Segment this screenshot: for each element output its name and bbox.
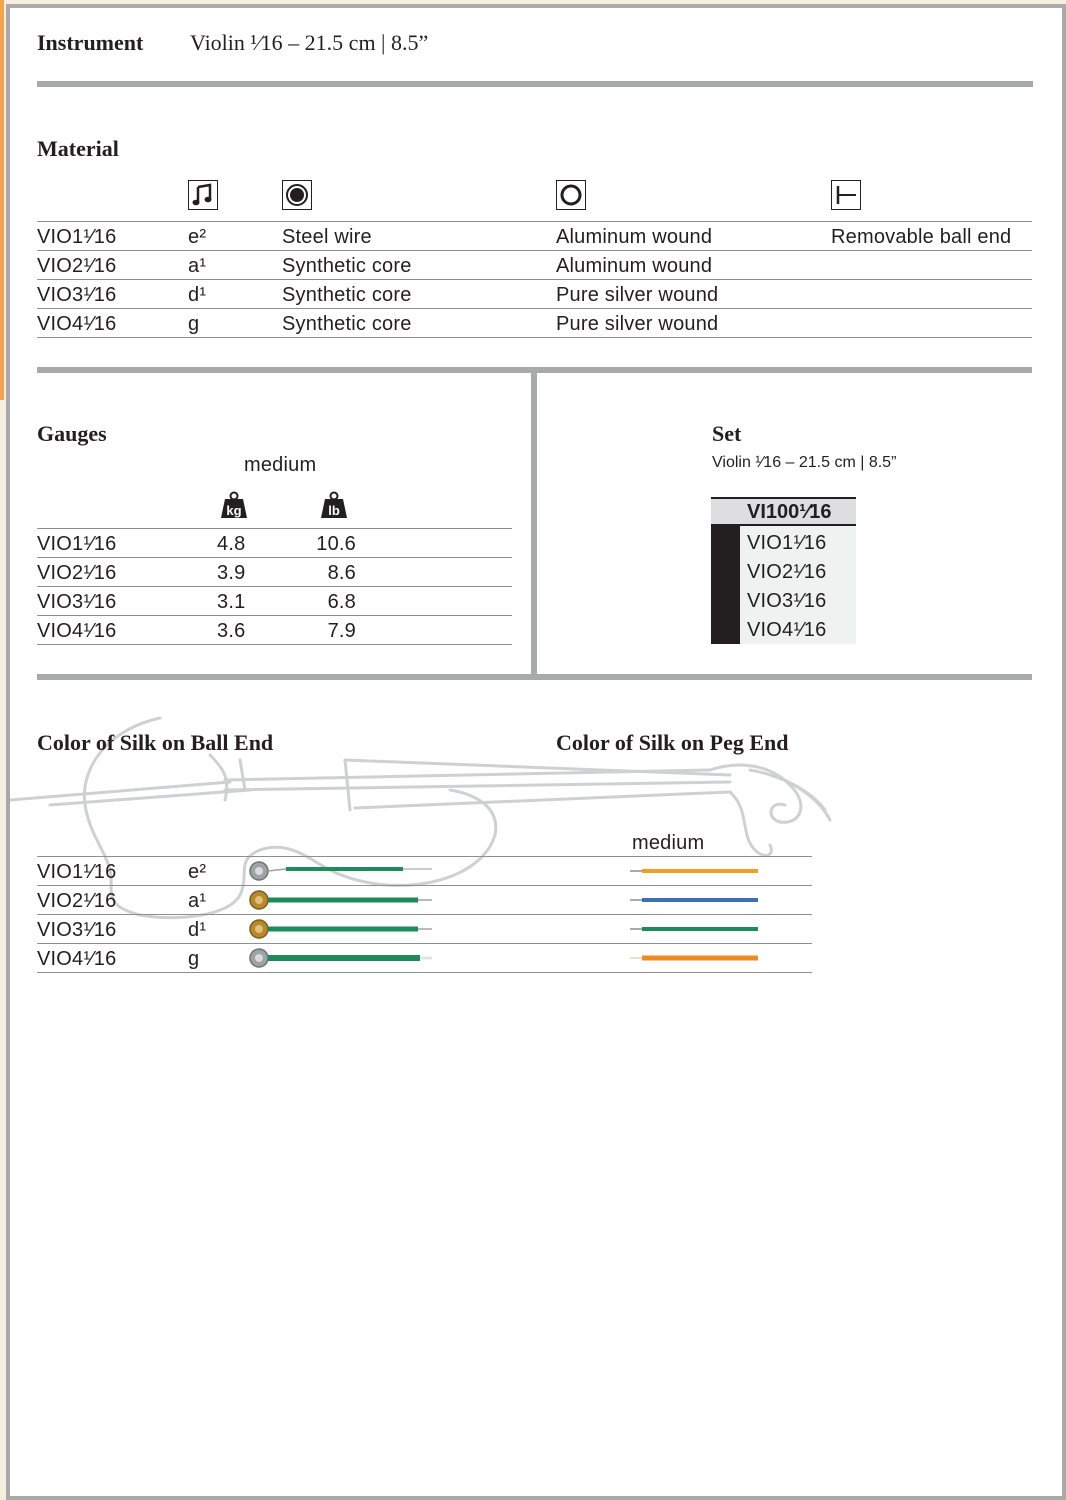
row-rule [37, 250, 1032, 251]
silk-note: g [188, 948, 200, 970]
ball-end-string [248, 918, 438, 940]
set-box [711, 497, 856, 644]
row-rule [37, 337, 1032, 338]
set-item: VIO4¹⁄16 [747, 619, 827, 641]
gauge-lb: 8.6 [327, 562, 356, 584]
row-rule [37, 644, 512, 645]
row-rule [37, 972, 812, 973]
row-rule [37, 528, 512, 529]
gauges-tension-label: medium [244, 454, 317, 476]
material-title: Material [37, 136, 119, 161]
peg-end-string [630, 864, 760, 878]
winding-icon [556, 180, 586, 210]
kg-weight-icon [220, 491, 248, 524]
row-rule [37, 308, 1032, 309]
accent-strip [0, 0, 4, 400]
gauges-title: Gauges [37, 421, 107, 446]
peg-end-string [630, 922, 760, 936]
row-rule [37, 221, 1032, 222]
silk-code: VIO4¹⁄16 [37, 948, 117, 970]
material-note: e² [188, 226, 207, 248]
gauge-kg: 3.6 [217, 620, 246, 642]
gauge-code: VIO2¹⁄16 [37, 562, 117, 584]
material-winding: Aluminum wound [556, 255, 713, 277]
silk-note: a¹ [188, 890, 207, 912]
material-core: Synthetic core [282, 284, 412, 306]
set-title: Set [712, 421, 742, 446]
kg-unit: kg [226, 503, 242, 518]
row-rule [37, 279, 1032, 280]
material-code: VIO1¹⁄16 [37, 226, 117, 248]
material-core: Steel wire [282, 226, 372, 248]
row-rule [37, 586, 512, 587]
gauge-code: VIO4¹⁄16 [37, 620, 117, 642]
row-rule [37, 615, 512, 616]
ball-end-icon [831, 180, 861, 210]
silk-note: d¹ [188, 919, 207, 941]
material-code: VIO2¹⁄16 [37, 255, 117, 277]
row-rule [37, 856, 812, 857]
material-end: Removable ball end [831, 226, 1012, 248]
gauge-kg: 4.8 [217, 533, 246, 555]
silk-ball-title: Color of Silk on Ball End [37, 730, 274, 755]
material-core: Synthetic core [282, 255, 412, 277]
row-rule [37, 557, 512, 558]
note-icon [188, 180, 218, 210]
set-item: VIO3¹⁄16 [747, 590, 827, 612]
ball-end-string [248, 947, 438, 969]
material-winding: Pure silver wound [556, 313, 719, 335]
silk-peg-title: Color of Silk on Peg End [556, 730, 789, 755]
material-winding: Aluminum wound [556, 226, 713, 248]
material-note: d¹ [188, 284, 207, 306]
gauge-lb: 10.6 [316, 533, 356, 555]
instrument-label: Instrument [37, 30, 144, 55]
material-winding: Pure silver wound [556, 284, 719, 306]
set-code-band [711, 499, 856, 526]
peg-end-string [630, 951, 760, 965]
set-code: VI100¹⁄16 [747, 501, 832, 523]
gauge-kg: 3.9 [217, 562, 246, 584]
silk-code: VIO2¹⁄16 [37, 890, 117, 912]
set-black-band [711, 526, 740, 644]
silk-note: e² [188, 861, 207, 883]
gauge-code: VIO3¹⁄16 [37, 591, 117, 613]
gauge-lb: 7.9 [327, 620, 356, 642]
material-core: Synthetic core [282, 313, 412, 335]
set-subtitle: Violin ¹⁄16 – 21.5 cm | 8.5” [712, 454, 897, 471]
gauge-lb: 6.8 [327, 591, 356, 613]
row-rule [37, 885, 812, 886]
core-icon [282, 180, 312, 210]
set-item: VIO2¹⁄16 [747, 561, 827, 583]
material-code: VIO3¹⁄16 [37, 284, 117, 306]
ball-end-string [248, 860, 438, 882]
lb-unit: lb [328, 503, 340, 518]
ball-end-string [248, 889, 438, 911]
silk-code: VIO3¹⁄16 [37, 919, 117, 941]
silk-code: VIO1¹⁄16 [37, 861, 117, 883]
set-item: VIO1¹⁄16 [747, 532, 827, 554]
column-divider [531, 367, 537, 677]
gauge-code: VIO1¹⁄16 [37, 533, 117, 555]
divider-bar [37, 674, 1032, 680]
divider-bar [37, 81, 1033, 87]
silk-peg-label: medium [632, 832, 705, 854]
material-code: VIO4¹⁄16 [37, 313, 117, 335]
instrument-value: Violin ¹⁄16 – 21.5 cm | 8.5” [190, 30, 429, 55]
row-rule [37, 914, 812, 915]
material-note: a¹ [188, 255, 207, 277]
lb-weight-icon [320, 491, 348, 524]
material-note: g [188, 313, 200, 335]
peg-end-string [630, 893, 760, 907]
gauge-kg: 3.1 [217, 591, 246, 613]
row-rule [37, 943, 812, 944]
